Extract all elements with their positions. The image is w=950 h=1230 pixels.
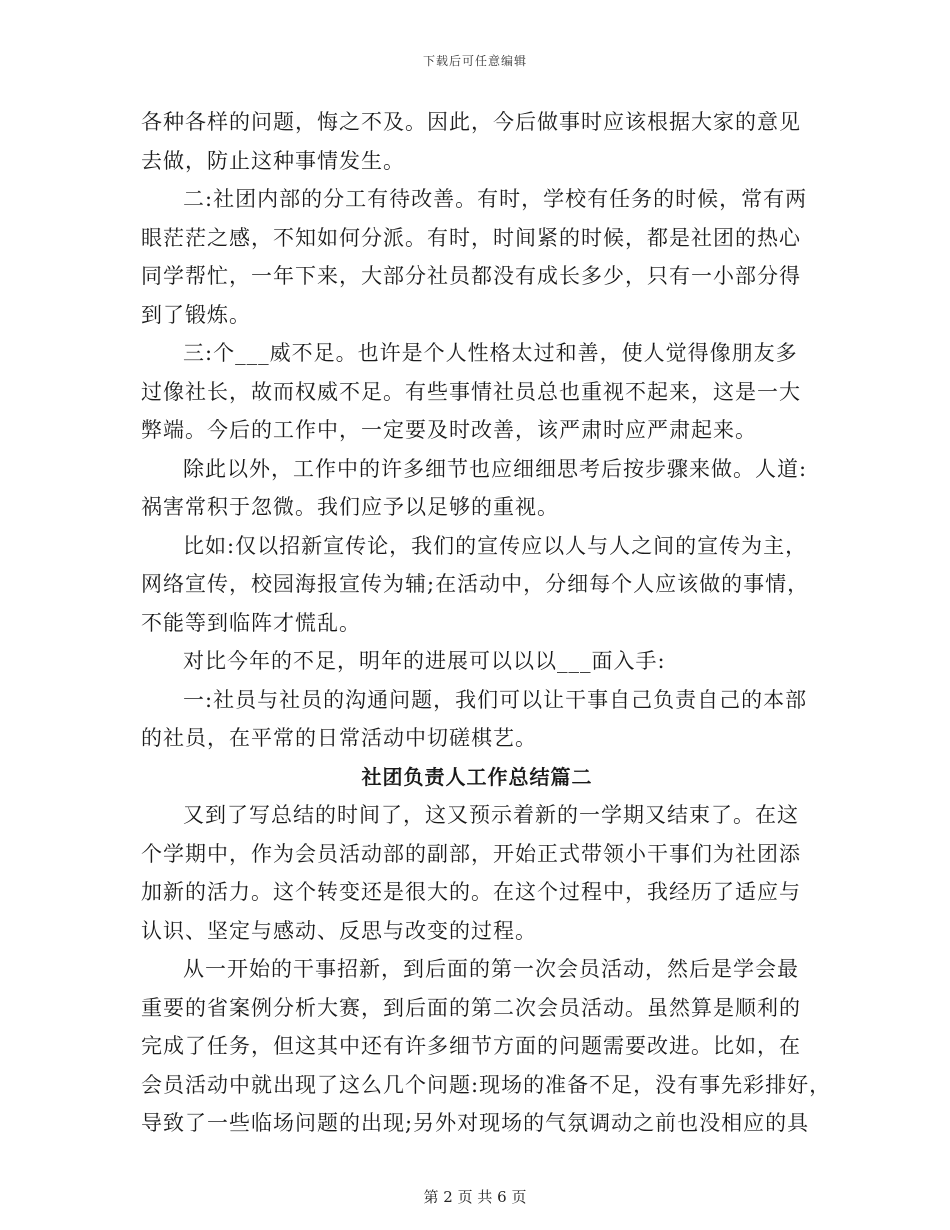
text-line: 到了锻炼。 [141, 302, 251, 327]
text-line: 又到了写总结的时间了，这又预示着新的一学期又结束了。在这 [183, 803, 799, 827]
text-line: 除此以外，工作中的许多细节也应细细思考后按步骤来做。人道: [183, 456, 808, 481]
text-line: 过像社长，故而权威不足。有些事情社员总也重视不起来，这是一大 [141, 379, 801, 404]
text-line: 加新的活力。这个转变还是很大的。在这个过程中，我经历了适应与 [141, 880, 801, 904]
text-line: 导致了一些临场问题的出现;另外对现场的气氛调动之前也没相应的具 [141, 1111, 810, 1135]
document-body [141, 103, 832, 1143]
text-line: 对比今年的不足，明年的进展可以以以___面入手: [183, 649, 666, 673]
text-line: 网络宣传，校园海报宣传为辅;在活动中，分细每个人应该做的事情， [141, 572, 810, 596]
text-line: 祸害常积于忽微。我们应予以足够的重视。 [141, 495, 559, 519]
text-line: 从一开始的干事招新，到后面的第一次会员活动，然后是学会最 [183, 957, 799, 981]
text-line: 去做，防止这种事情发生。 [141, 148, 405, 173]
text-line: 不能等到临阵才慌乱。 [141, 610, 361, 635]
text-line: 完成了任务，但这其中还有许多细节方面的问题需要改进。比如，在 [141, 1034, 801, 1058]
text-line: 二:社团内部的分工有待改善。有时，学校有任务的时候，常有两 [183, 187, 808, 211]
text-line: 会员活动中就出现了这么几个问题:现场的准备不足，没有事先彩排好， [141, 1072, 832, 1097]
text-line: 弊端。今后的工作中，一定要及时改善，该严肃时应严肃起来。 [141, 418, 757, 442]
text-line: 各种各样的问题，悔之不及。因此，今后做事时应该根据大家的意见 [141, 110, 801, 134]
page-header: 下载后可任意编辑 [422, 54, 527, 68]
text-line: 三:个___威不足。也许是个人性格太过和善，使人觉得像朋友多 [183, 341, 798, 365]
text-line: 的社员，在平常的日常活动中切磋棋艺。 [141, 726, 537, 750]
text-line: 一:社员与社员的沟通问题，我们可以让干事自己负责自己的本部 [183, 687, 808, 712]
text-line: 重要的省案例分析大赛，到后面的第二次会员活动。虽然算是顺利的 [141, 995, 801, 1020]
text-line: 比如:仅以招新宣传论，我们的宣传应以人与人之间的宣传为主， [183, 533, 808, 558]
text-line: 眼茫茫之感，不知如何分派。有时，时间紧的时候，都是社团的热心 [141, 225, 801, 250]
text-line: 认识、坚定与感动、反思与改变的过程。 [141, 918, 537, 943]
section-heading: 社团负责人工作总结篇二 [361, 764, 593, 789]
text-line: 同学帮忙，一年下来，大部分社员都没有成长多少，只有一小部分得 [141, 264, 801, 288]
page-footer: 第 2 页 共 6 页 [423, 1188, 527, 1206]
text-line: 个学期中，作为会员活动部的副部，开始正式带领小干事们为社团添 [141, 841, 801, 866]
